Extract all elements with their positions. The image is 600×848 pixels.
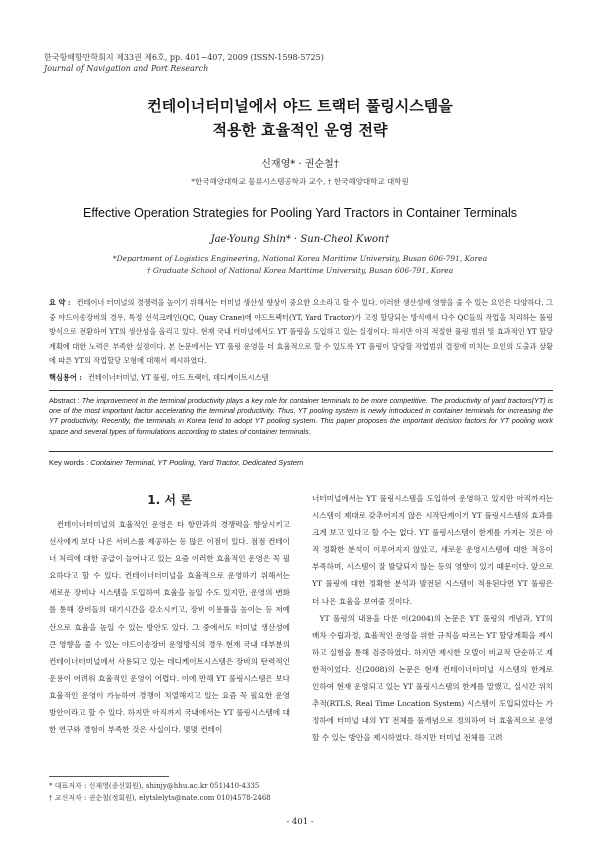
abstract-english-label: Abstract : xyxy=(49,396,80,405)
affiliation-english-line2: † Graduate School of National Korea Maritime University, Busan 606-791, Korea xyxy=(146,266,454,275)
body-column-left xyxy=(49,490,290,738)
title-english: Effective Operation Strategies for Pooling Yard Tractors in Container Terminals xyxy=(82,206,517,220)
footnotes xyxy=(49,780,309,804)
footnote-first-author: * 대표저자 : 신재영(종신회원), shinjy@hhu.ac.kr 051)410-4335 xyxy=(49,782,260,790)
affiliation-english-line1: *Department of Logistics Engineering, National Korea Maritime University, Busan 606-791, Korea xyxy=(112,254,488,263)
footnote-divider xyxy=(49,776,169,777)
affiliation-korean: *한국해양대학교 물류시스템공학과 교수, † 한국해양대학교 대학원 xyxy=(191,177,409,186)
section-heading: 1. 서 론 xyxy=(147,493,192,507)
body-paragraph: 너터미널에서는 YT 풀링시스템을 도입하여 운영하고 있지만 아직까지는 시스템이 제대로 갖추어지지 않은 시작단계이기 YT 풀링시스템의 효과를 크게 보고 있다고 할 수는 없다. YT 풀링시스템이 한계를 가지는 것은 아직 정확한 분석이 이루어지지 않았고, 새로운 운영시스템에 대한 적응이 부족하며, 시스템이 잘 발달되지 않는 등의 영향이 있기 때문이다. 앞으로 YT 풀링에 대한 정확한 분석과 발전된 시스템이 적용된다면 YT 풀링은 더 나은 효율을 보여줄 것이다. xyxy=(312,494,553,606)
affiliation-english xyxy=(0,253,600,277)
journal-citation-ko: 한국항해항만학회지 제33권 제6호, pp. 401~407, 2009 (ISSN-1598-5725) xyxy=(44,53,324,62)
abstract-english xyxy=(49,396,553,437)
keywords-korean xyxy=(49,373,553,383)
page-number: - 401 - xyxy=(286,817,314,827)
abstract-korean-text: 컨테이너 터미널의 경쟁력을 높이기 위해서는 터미널 생산성 향상이 중요한 요소라고 할 수 있다. 이러한 생산성에 영향을 줄 수 있는 요인은 다양하다. 그 중 야드이송장비의 경우, 특정 선석크레인(QC, Quay Crane)에 야드트랙터(YT, Yard Tractor)가 고정 할당되는 방식에서 다수 QC들의 작업을 처리하는 풀링 방식으로 전환하여 YT의 생산성을 올리고 있다. 현재 국내 터미널에서도 YT 풀링을 도입하고 있는 실정이다. 하지만 아직 적절한 풀링 범위 및 효과적인 YT 할당 계획에 대한 노력은 부족한 실정이다. 본 논문에서는 YT 풀링 운영을 더 효율적으로 할 수 있도록 YT 풀링이 담당할 작업범위 결정에 미치는 요인의 도출과 상황에 따른 YT의 작업할당 모형에 대해서 제시하였다. xyxy=(49,298,553,365)
abstract-english-text: The improvement in the terminal productivity plays a key role for container terminals to be more competitive. The productivity of yard tractors(YT) is one of the most important factor accelerating the terminal productivity. Thus, YT pooling system is newly introduced in container terminals for increasing the YT productivity. Recently, the terminals in Korea tend to adopt YT pooling system. This paper proposes the important decision factors for YT pooling work space and several types of formulations according to states of container terminals. xyxy=(49,396,554,436)
keywords-english-text: Container Terminal, YT Pooling, Yard Tractor, Dedicated System xyxy=(90,458,304,467)
title-korean xyxy=(0,94,600,142)
title-korean-line2: 적용한 효율적인 운영 전략 xyxy=(212,121,388,139)
body-paragraph: YT 풀링의 내용을 다룬 이(2004)의 논문은 YT 풀링의 개념과, YT의 배차 수립과정, 효율적인 운영을 위한 규칙을 따르는 YT 할당계획을 제시하고 실험을 통해 검증하였다. 하지만 제시한 모델이 비교적 단순하고 제한적이었다. 신(2008)의 논문은 현재 컨테이너터미널 시스템의 한계로 인하여 현재 운영되고 있는 YT 풀링시스템의 한계를 말했고, 실시간 위치추적(RTLS, Real Time Location System) 시스템이 도입되었다는 가정하에 터미널 내의 YT 전체를 풀개념으로 정의하여 더 효율적으로 운영할 수 있는 방안을 제시하였다. 하지만 터미널 전체를 고려 xyxy=(312,613,553,743)
keywords-english xyxy=(49,458,553,467)
keywords-korean-text: 컨테이너터미널, YT 풀링, 야드 트랙터, 데디케이트시스템 xyxy=(87,373,269,382)
journal-name-en: Journal of Navigation and Port Research xyxy=(44,64,209,73)
journal-header xyxy=(44,52,324,74)
abstract-korean-label: 요 약 : xyxy=(49,298,71,307)
authors-english: Jae-Young Shin* · Sun-Cheol Kwon† xyxy=(210,234,390,245)
title-korean-line1: 컨테이너터미널에서 야드 트랙터 풀링시스템을 xyxy=(147,97,453,115)
keywords-english-label: Key words : xyxy=(49,458,89,467)
body-paragraph: 컨테이너터미널의 효율적인 운영은 타 항만과의 경쟁력을 향상시키고 선사에게 보다 나은 서비스를 제공하는 등 많은 이점이 있다. 점점 컨테이너 처리에 대한 공급이 늘어나고 있는 요즘 이러한 효율적인 운영은 꼭 필요하다고 할 수 있다. 컨테이너터미널을 효율적으로 운영하기 위해서는 새로운 장비나 시스템을 도입하여 효율을 높일 수도 있지만, 운영의 변화를 통해 장비들의 대기시간을 감소시키고, 장비 이용률을 높이는 등 저예산으로 효율을 높일 수 있는 방안도 있다. 그 중에서도 터미널 생산성에 큰 영향을 줄 수 있는 야드이송장비 운영방식의 경우 현재 국내 대부분의 컨테이너터미널에서 사용되고 있는 데디케이트시스템은 장비의 탄력적인 운용이 어려워 효율적인 운영이 어렵다. 이에 반해 YT 풀링시스템은 보다 효율적인 운영이 가능하여 경쟁이 치열해지고 있는 요즘 꼭 필요한 운영방안이라고 할 수 있다. 하지만 아직까지 국내에서는 YT 풀링시스템에 대한 연구와 경험이 부족한 것은 사실이다. 몇몇 컨테이 xyxy=(49,520,290,735)
authors-korean: 신재영* · 권순철† xyxy=(261,159,339,170)
keywords-korean-label: 핵심용어 : xyxy=(49,373,82,382)
abstract-korean xyxy=(49,296,553,369)
footnote-corresponding-author: † 교신저자 : 권순철(정회원), elytslelyts@nate.com 010)4578-2468 xyxy=(49,794,271,802)
body-column-right xyxy=(312,490,553,746)
